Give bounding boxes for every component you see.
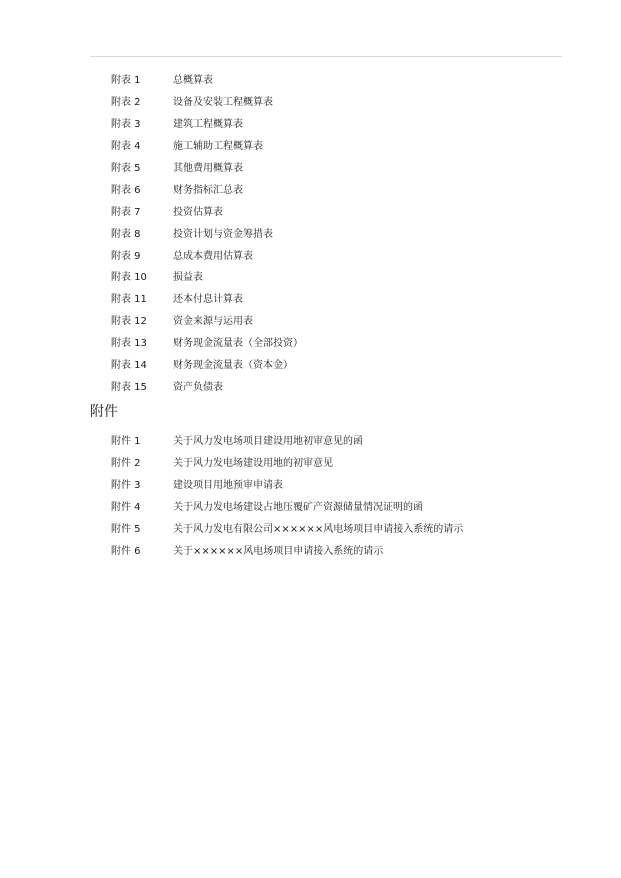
appendix-table-label: 附表 3 (111, 119, 141, 130)
attachment-label: 附件 5 (111, 524, 141, 535)
attachment-title: 建设项目用地预审申请表 (173, 480, 283, 491)
appendix-table-label: 附表 7 (111, 207, 141, 218)
list-item (0, 161, 621, 177)
attachment-label: 附件 6 (111, 546, 141, 557)
list-item (0, 117, 621, 133)
list-item (0, 205, 621, 221)
appendix-table-label: 附表 10 (111, 272, 147, 283)
list-item (0, 358, 621, 374)
attachment-label: 附件 4 (111, 502, 141, 513)
list-item (0, 434, 621, 450)
appendix-table-title: 施工辅助工程概算表 (173, 141, 263, 152)
list-item (0, 456, 621, 472)
attachment-label: 附件 1 (111, 436, 141, 447)
list-item (0, 314, 621, 330)
appendix-table-label: 附表 5 (111, 163, 141, 174)
list-item (0, 500, 621, 516)
appendix-table-title: 投资计划与资金筹措表 (173, 229, 273, 240)
appendix-table-title: 其他费用概算表 (173, 163, 243, 174)
appendix-table-label: 附表 14 (111, 360, 147, 371)
appendix-table-title: 财务现金流量表（全部投资） (173, 338, 303, 349)
list-item (0, 292, 621, 308)
attachment-label: 附件 3 (111, 480, 141, 491)
appendix-table-label: 附表 2 (111, 97, 141, 108)
appendix-table-label: 附表 13 (111, 338, 147, 349)
appendix-table-title: 总成本费用估算表 (173, 251, 253, 262)
appendix-table-title: 资产负债表 (173, 382, 223, 393)
appendix-table-title: 总概算表 (173, 75, 213, 86)
list-item (0, 544, 621, 560)
list-item (0, 478, 621, 494)
list-item (0, 183, 621, 199)
appendix-table-title: 损益表 (173, 272, 203, 283)
attachment-title: 关于风力发电场建设用地的初审意见 (173, 458, 333, 469)
list-item (0, 336, 621, 352)
list-item (0, 380, 621, 396)
list-item (0, 522, 621, 538)
appendix-table-label: 附表 1 (111, 75, 141, 86)
list-item (0, 73, 621, 89)
appendix-table-label: 附表 4 (111, 141, 141, 152)
attachment-title: 关于风力发电有限公司××××××风电场项目申请接入系统的请示 (173, 524, 464, 535)
appendix-table-title: 财务指标汇总表 (173, 185, 243, 196)
appendix-table-label: 附表 6 (111, 185, 141, 196)
appendix-table-title: 还本付息计算表 (173, 294, 243, 305)
appendix-table-title: 建筑工程概算表 (173, 119, 243, 130)
attachment-label: 附件 2 (111, 458, 141, 469)
list-item (0, 139, 621, 155)
attachment-title: 关于风力发电场建设占地压覆矿产资源储量情况证明的函 (173, 502, 423, 513)
appendix-table-label: 附表 9 (111, 251, 141, 262)
header-rule (90, 56, 562, 57)
appendix-table-title: 投资估算表 (173, 207, 223, 218)
appendix-table-title: 财务现金流量表（资本金） (173, 360, 293, 371)
appendix-table-label: 附表 8 (111, 229, 141, 240)
appendix-table-label: 附表 15 (111, 382, 147, 393)
attachment-title: 关于××××××风电场项目申请接入系统的请示 (173, 546, 384, 557)
appendix-table-label: 附表 11 (111, 294, 147, 305)
list-item (0, 249, 621, 265)
attachments-heading: 附件 (90, 404, 118, 420)
appendix-table-title: 设备及安装工程概算表 (173, 97, 273, 108)
appendix-table-title: 资金来源与运用表 (173, 316, 253, 327)
list-item (0, 270, 621, 286)
appendix-table-label: 附表 12 (111, 316, 147, 327)
list-item (0, 227, 621, 243)
list-item (0, 95, 621, 111)
attachment-title: 关于风力发电场项目建设用地初审意见的函 (173, 436, 363, 447)
